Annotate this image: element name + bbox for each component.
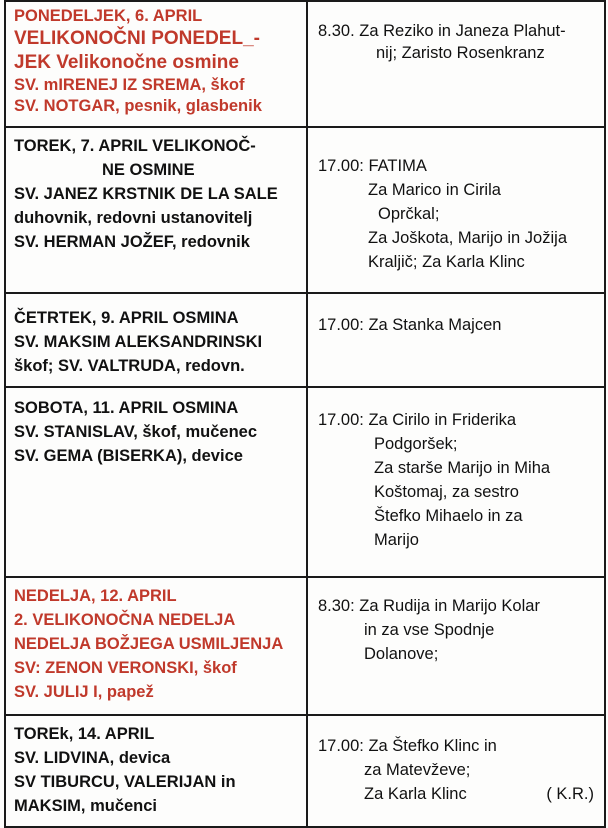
mass-line: Podgoršek; [374, 435, 458, 453]
schedule-row [5, 715, 605, 827]
mass-line: 17.00: Za Štefko Klinc in [318, 737, 497, 755]
day-line: SV. HERMAN JOŽEF, redovnik [14, 233, 250, 251]
day-line: škof; SV. VALTRUDA, redovn. [14, 357, 245, 375]
mass-line: Oprčkal; [378, 205, 440, 223]
day-line: TOREK, 7. APRIL VELIKONOČ- [14, 137, 256, 155]
day-line: SV. STANISLAV, škof, mučenec [14, 423, 258, 441]
mass-line-text: Za Karla Klinc [364, 785, 467, 803]
day-line: NEDELJA, 12. APRIL [14, 587, 177, 605]
day-cell [5, 127, 307, 293]
day-line: duhovnik, redovni ustanovitelj [14, 209, 253, 227]
mass-line: Za Joškota, Marijo in Jožija [368, 229, 567, 247]
mass-line: Za Marico in Cirila [368, 181, 501, 199]
day-line: SV. mIRENEJ IZ SREMA, škof [14, 76, 245, 94]
day-line: SV. NOTGAR, pesnik, glasbenik [14, 97, 262, 115]
day-line: SV. MAKSIM ALEKSANDRINSKI [14, 333, 263, 351]
day-line: NE OSMINE [102, 161, 195, 179]
day-line: SOBOTA, 11. APRIL OSMINA [14, 399, 239, 417]
mass-cell [307, 127, 605, 293]
day-line: SV: ZENON VERONSKI, škof [14, 659, 237, 677]
mass-line: Štefko Mihaelo in za [374, 507, 523, 525]
mass-line: 8.30. Za Reziko in Janeza Plahut- [318, 22, 566, 40]
day-line: SV. GEMA (BISERKA), device [14, 447, 243, 465]
day-cell [5, 293, 307, 387]
day-line: MAKSIM, mučenci [14, 797, 158, 815]
day-cell [5, 715, 307, 827]
mass-line: Marijo [374, 531, 419, 549]
day-line: JEK Velikonočne osmine [14, 52, 239, 73]
day-line: SV TIBURCU, VALERIJAN in [14, 773, 236, 791]
mass-line: 17.00: Za Stanka Majcen [318, 316, 502, 334]
mass-line: Kraljič; Za Karla Klinc [368, 253, 525, 271]
day-cell [5, 1, 307, 127]
mass-line: Dolanove; [364, 645, 439, 663]
day-line: SV. JANEZ KRSTNIK DE LA SALE [14, 185, 278, 203]
mass-line: 8.30: Za Rudija in Marijo Kolar [318, 597, 540, 615]
mass-line: Koštomaj, za sestro [374, 483, 519, 501]
day-line: ČETRTEK, 9. APRIL OSMINA [14, 309, 239, 327]
mass-cell [307, 715, 605, 827]
day-line: SV. LIDVINA, devica [14, 749, 171, 767]
mass-cell [307, 387, 605, 577]
mass-line: za Matevževe; [364, 761, 471, 779]
mass-line: 17.00: FATIMA [318, 157, 427, 175]
day-line: NEDELJA BOŽJEGA USMILJENJA [14, 635, 284, 653]
day-line: SV. JULIJ I, papež [14, 683, 154, 701]
day-cell [5, 577, 307, 715]
mass-line: Za starše Marijo in Miha [374, 459, 551, 477]
mass-cell [307, 1, 605, 127]
schedule-row [5, 293, 605, 387]
day-line: PONEDELJEK, 6. APRIL [14, 7, 203, 25]
schedule-row [5, 387, 605, 577]
mass-cell [307, 577, 605, 715]
mass-line: 17.00: Za Cirilo in Friderika [318, 411, 517, 429]
mass-line: nij; Zaristo Rosenkranz [376, 44, 545, 62]
schedule-row [5, 1, 605, 127]
schedule-row [5, 577, 605, 715]
mass-line: in za vse Spodnje [364, 621, 495, 639]
schedule-row [5, 127, 605, 293]
mass-line [318, 782, 598, 806]
mass-cell [307, 293, 605, 387]
mass-schedule-table [4, 0, 606, 828]
day-cell [5, 387, 307, 577]
day-line: 2. VELIKONOČNA NEDELJA [14, 611, 236, 629]
author-note: ( K.R.) [546, 785, 594, 803]
day-line: VELIKONOČNI PONEDEL_- [14, 28, 260, 49]
day-line: TOREk, 14. APRIL [14, 725, 155, 743]
